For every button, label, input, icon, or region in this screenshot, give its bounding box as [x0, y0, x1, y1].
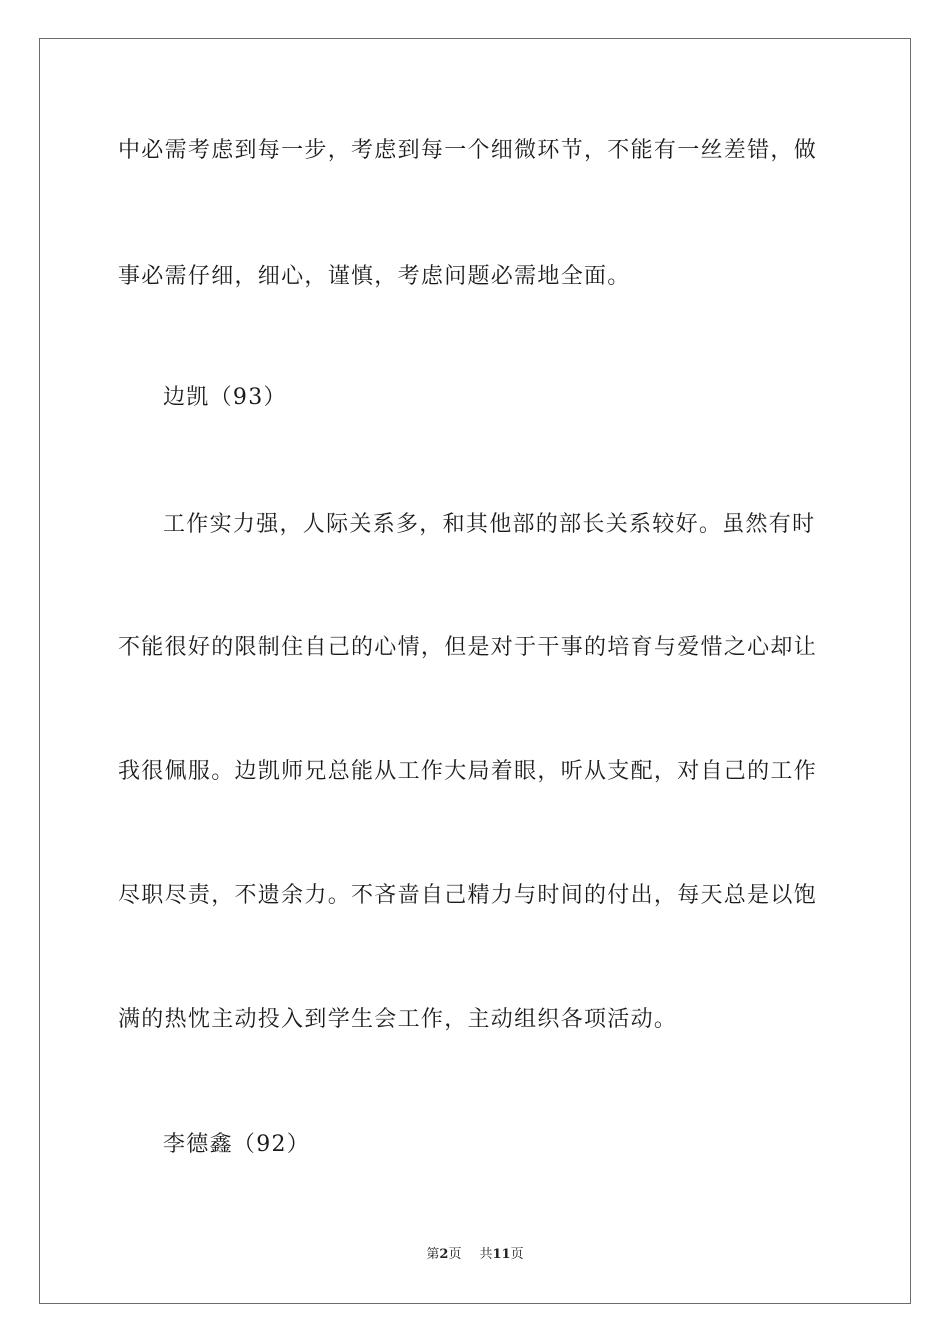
- page-footer: [0, 1246, 950, 1264]
- total-suffix: 页: [510, 1247, 524, 1262]
- page-prefix: 第: [426, 1247, 440, 1262]
- page-border: [39, 38, 911, 1304]
- paragraph-line: 我很佩服。边凯师兄总能从工作大局着眼，听从支配，对自己的工作: [118, 759, 818, 784]
- total-prefix: 共: [479, 1247, 493, 1262]
- total-pages: 11: [492, 1247, 511, 1262]
- paragraph-line: 不能很好的限制住自己的心情，但是对于干事的培育与爱惜之心却让: [118, 635, 818, 660]
- paragraph-line: 中必需考虑到每一步，考虑到每一个细微环节，不能有一丝差错，做: [118, 138, 818, 163]
- paragraph-line: 满的热忱主动投入到学生会工作，主动组织各项活动。: [118, 1007, 678, 1032]
- person-heading: 李德鑫（92）: [163, 1132, 311, 1157]
- paragraph-line: 尽职尽责，不遗余力。不吝啬自己精力与时间的付出，每天总是以饱: [118, 883, 818, 908]
- person-heading: 边凯（93）: [163, 385, 287, 410]
- page-number: 2: [439, 1247, 449, 1262]
- page-suffix: 页: [448, 1247, 462, 1262]
- paragraph-line: 工作实力强，人际关系多，和其他部的部长关系较好。虽然有时: [163, 512, 816, 537]
- paragraph-line: 事必需仔细，细心，谨慎，考虑问题必需地全面。: [118, 264, 631, 289]
